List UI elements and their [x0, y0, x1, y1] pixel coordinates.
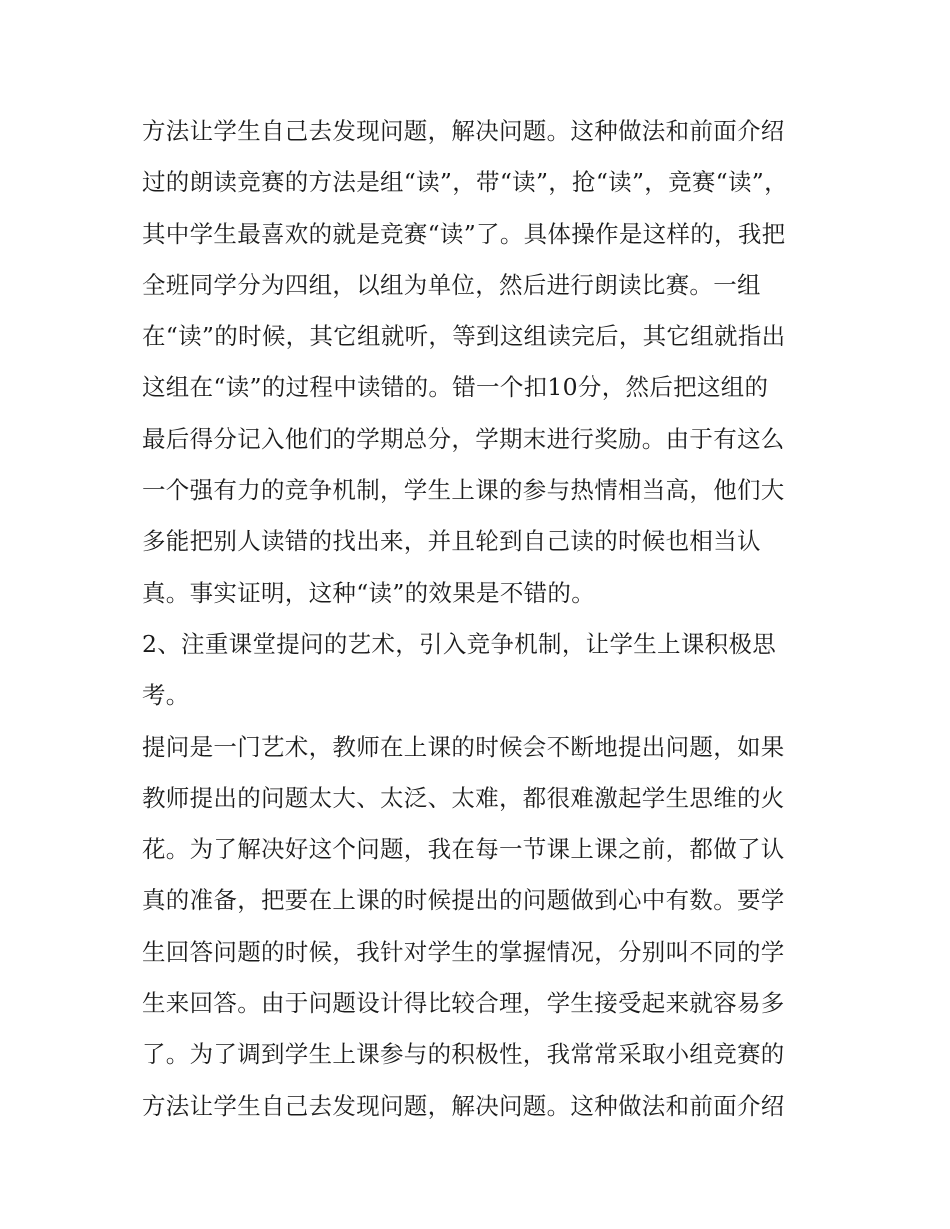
- text-line: 教师提出的问题太大、太泛、太难，都很难激起学生思维的火: [142, 783, 785, 812]
- text-line: 真的准备，把要在上课的时候提出的问题做到心中有数。要学: [142, 886, 785, 915]
- text-line: 在“读”的时候，其它组就听，等到这组读完后，其它组就指出: [142, 322, 786, 351]
- section-heading-line: 2、注重课堂提问的艺术，引入竞争机制，让学生上课积极思: [142, 629, 777, 658]
- text-line: 过的朗读竞赛的方法是组“读”，带“读”，抢“读”，竞赛“读”，: [142, 168, 788, 197]
- text-line: 提问是一门艺术，教师在上课的时候会不断地提出问题，如果: [142, 732, 785, 761]
- text-line: 生回答问题的时候，我针对学生的掌握情况，分别叫不同的学: [142, 937, 785, 966]
- text-line: 这组在“读”的过程中读错的。错一个扣10分，然后把这组的: [142, 373, 769, 402]
- text-line: 方法让学生自己去发现问题，解决问题。这种做法和前面介绍: [142, 1091, 785, 1120]
- text-line: 生来回答。由于问题设计得比较合理，学生接受起来就容易多: [142, 989, 785, 1018]
- text-line: 多能把别人读错的找出来，并且轮到自己读的时候也相当认: [142, 527, 761, 556]
- section-heading-line: 考。: [142, 681, 190, 710]
- text-line: 全班同学分为四组，以组为单位，然后进行朗读比赛。一组: [142, 270, 761, 299]
- text-line: 真。事实证明，这种“读”的效果是不错的。: [142, 578, 596, 607]
- text-line: 一个强有力的竞争机制，学生上课的参与热情相当高，他们大: [142, 476, 785, 505]
- text-line: 方法让学生自己去发现问题，解决问题。这种做法和前面介绍: [142, 117, 785, 145]
- text-line: 其中学生最喜欢的就是竞赛“读”了。具体操作是这样的，我把: [142, 219, 786, 248]
- text-line: 最后得分记入他们的学期总分，学期末进行奖励。由于有这么: [142, 424, 785, 453]
- text-line: 了。为了调到学生上课参与的积极性，我常常采取小组竞赛的: [142, 1040, 785, 1069]
- body-text: [142, 106, 822, 1132]
- text-line: 花。为了解决好这个问题，我在每一节课上课之前，都做了认: [142, 835, 785, 864]
